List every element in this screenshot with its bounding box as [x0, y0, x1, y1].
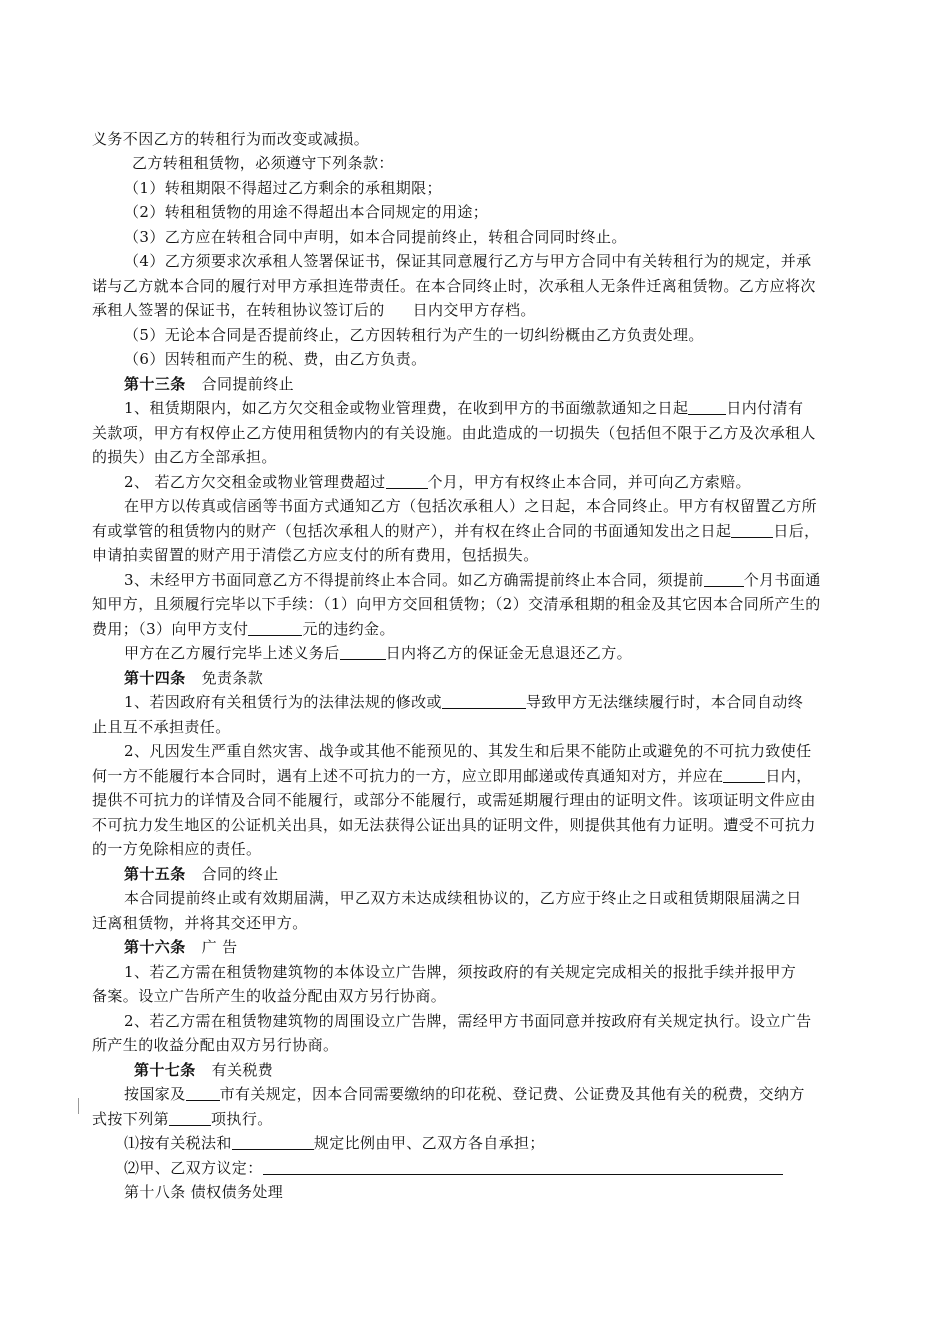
- text-line: 2、若乙方需在租赁物建筑物的周围设立广告牌，需经甲方书面同意并按政府有关规定执行。设立广告: [124, 1012, 812, 1030]
- blank-field[interactable]: [248, 619, 302, 636]
- section-heading: 第十七条 有关税费: [134, 1061, 274, 1079]
- list-item: （1）转租期限不得超过乙方剩余的承租期限；: [124, 179, 442, 197]
- section-heading-plain: 第十八条 债权债务处理: [124, 1183, 284, 1201]
- blank-field[interactable]: [386, 472, 428, 489]
- text-line: 甲方在乙方履行完毕上述义务后 日内将乙方的保证金无息退还乙方。: [124, 644, 633, 662]
- text-line: 2、凡因发生严重自然灾害、战争或其他不能预见的、其发生和后果不能防止或避免的不可抗力致使任: [124, 742, 812, 760]
- text-line: 有或掌管的租赁物内的财产（包括次承租人的财产），并有权在终止合同的书面通知发出之日起 日后，: [92, 522, 820, 540]
- text-line: 备案。设立广告所产生的收益分配由双方另行协商。: [92, 987, 447, 1005]
- text-line: 止且互不承担责任。: [92, 718, 231, 736]
- list-item: （5）无论本合同是否提前终止，乙方因转租行为产生的一切纠纷概由乙方负责处理。: [124, 326, 704, 344]
- text-line: 申请拍卖留置的财产用于清偿乙方应支付的所有费用，包括损失。: [92, 546, 539, 564]
- text-line: 2、 若乙方欠交租金或物业管理费超过 个月，甲方有权终止本合同，并可向乙方索赔。: [124, 473, 751, 491]
- text-line: 不可抗力发生地区的公证机关出具，如无法获得公证出具的证明文件，则提供其他有力证明。遭受不可抗力: [92, 816, 816, 834]
- list-item: ⑵甲、乙双方议定：: [124, 1156, 783, 1180]
- section-heading: 第十五条 合同的终止: [124, 865, 279, 883]
- section-heading: 第十四条 免责条款: [124, 669, 264, 687]
- text-line: 知甲方，且须履行完毕以下手续：（1）向甲方交回租赁物；（2）交清承租期的租金及其它因本合同所产生的: [92, 595, 821, 613]
- text-line: 何一方不能履行本合同时，遇有上述不可抗力的一方，应立即用邮递或传真通知对方，并应在 日内，: [92, 767, 812, 785]
- blank-field[interactable]: [263, 1158, 783, 1175]
- text-line: 诺与乙方就本合同的履行对甲方承担连带责任。在本合同终止时，次承租人无条件迁离租赁物。乙方应将次: [92, 277, 816, 295]
- text-line: 提供不可抗力的详情及合同不能履行，或部分不能履行，或需延期履行理由的证明文件。该项证明文件应由: [92, 791, 816, 809]
- text-line: 承租人签署的保证书，在转租协议签订后的 日内交甲方存档。: [92, 301, 536, 319]
- text-line: 所产生的收益分配由双方另行协商。: [92, 1036, 339, 1054]
- text-line: 关款项，甲方有权停止乙方使用租赁物内的有关设施。由此造成的一切损失（包括但不限于乙方及次承租人: [92, 424, 816, 442]
- text-line: 3、未经甲方书面同意乙方不得提前终止本合同。如乙方确需提前终止本合同，须提前 个月书面通: [124, 571, 821, 589]
- margin-marker: [78, 1098, 79, 1114]
- blank-field[interactable]: [723, 766, 765, 783]
- blank-field[interactable]: [688, 398, 726, 415]
- text-line: 1、若因政府有关租赁行为的法律法规的修改或 导致甲方无法继续履行时，本合同自动终: [124, 693, 804, 711]
- text-line: 1、若乙方需在租赁物建筑物的本体设立广告牌，须按政府的有关规定完成相关的报批手续并报甲方: [124, 963, 797, 981]
- section-heading: 第十三条 合同提前终止: [124, 375, 295, 393]
- blank-field[interactable]: [186, 1084, 220, 1101]
- text-line: 迁离租赁物，并将其交还甲方。: [92, 914, 308, 932]
- blank-field[interactable]: [442, 692, 526, 709]
- list-item: （6）因转租而产生的税、费，由乙方负责。: [124, 350, 427, 368]
- list-item: （2）转租租赁物的用途不得超出本合同规定的用途；: [124, 203, 489, 221]
- text-line: 本合同提前终止或有效期届满，甲乙双方未达成续租协议的，乙方应于终止之日或租赁期限届满之日: [124, 889, 802, 907]
- blank-field[interactable]: [731, 521, 773, 538]
- text-line: 在甲方以传真或信函等书面方式通知乙方（包括次承租人）之日起，本合同终止。甲方有权留置乙方所: [124, 497, 818, 515]
- section-heading: 第十六条 广 告: [124, 938, 238, 956]
- text-line: 的损失）由乙方全部承担。: [92, 448, 277, 466]
- text-line: 乙方转租租赁物，必须遵守下列条款：: [132, 154, 394, 172]
- blank-field[interactable]: [340, 643, 386, 660]
- blank-field[interactable]: [704, 570, 744, 587]
- text-line: 1、租赁期限内，如乙方欠交租金或物业管理费，在收到甲方的书面缴款通知之日起 日内付清有: [124, 399, 804, 417]
- list-item: （3）乙方应在转租合同中声明，如本合同提前终止，转租合同同时终止。: [124, 228, 627, 246]
- text-line: 的一方免除相应的责任。: [92, 840, 262, 858]
- list-item: ⑴按有关税法和 规定比例由甲、乙双方各自承担；: [124, 1134, 545, 1152]
- text-line: 按国家及 市有关规定，因本合同需要缴纳的印花税、登记费、公证费及其他有关的税费，交纳方: [124, 1085, 805, 1103]
- blank-field[interactable]: [169, 1109, 211, 1126]
- text-line: 义务不因乙方的转租行为而改变或减损。: [92, 130, 370, 148]
- text-line: 费用；（3）向甲方支付 元的违约金。: [92, 620, 395, 638]
- text-line: 式按下列第 项执行。: [92, 1110, 273, 1128]
- blank-field[interactable]: [232, 1133, 314, 1150]
- list-item: （4）乙方须要求次承租人签署保证书，保证其同意履行乙方与甲方合同中有关转租行为的规定，并承: [124, 252, 812, 270]
